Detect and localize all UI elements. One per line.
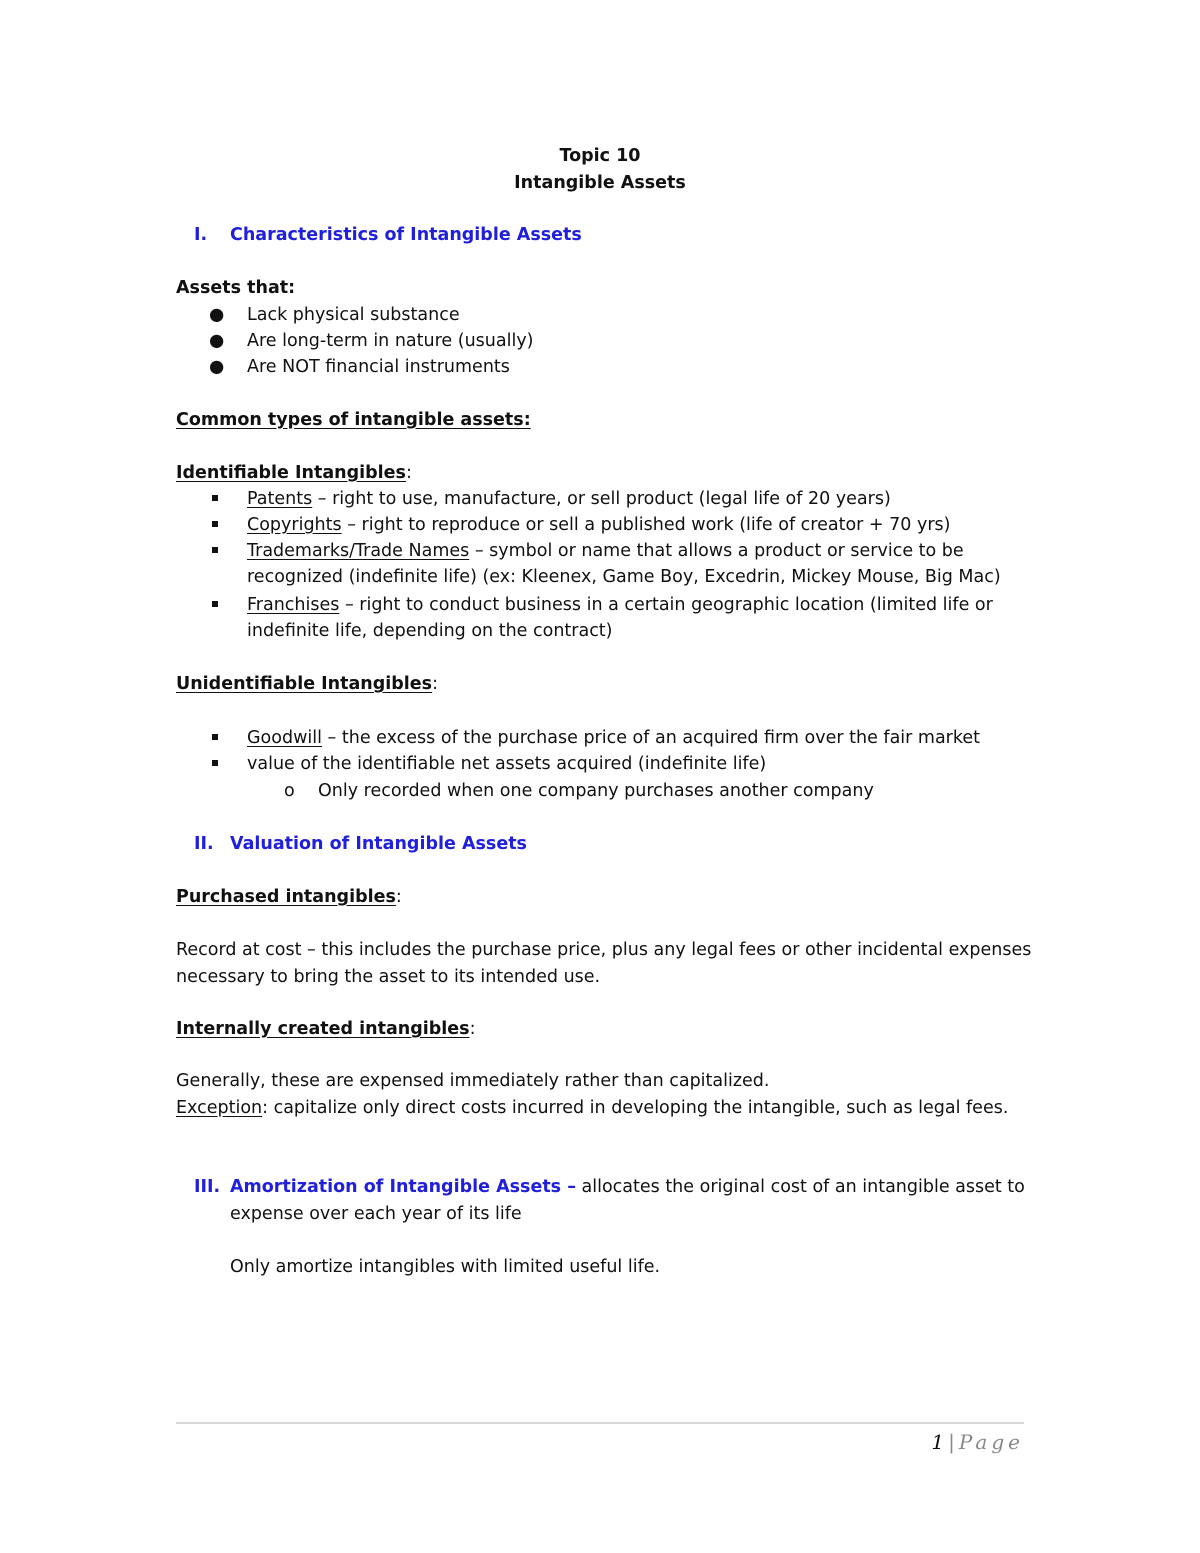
footer-separator: | xyxy=(948,1430,955,1454)
section-2-heading: Valuation of Intangible Assets xyxy=(230,834,527,854)
list-item: Patents – right to use, manufacture, or sell product (legal life of 20 years) xyxy=(247,489,891,509)
footer-divider xyxy=(176,1422,1024,1424)
unidentifiable-heading: Unidentifiable Intangibles: xyxy=(176,674,438,694)
sub-bullet-marker: o xyxy=(284,781,295,801)
page-title: Intangible Assets xyxy=(514,173,686,193)
list-item: Trademarks/Trade Names – symbol or name that allows a product or service to be xyxy=(247,541,964,561)
page-number: 1 xyxy=(931,1430,945,1454)
sub-list-item: Only recorded when one company purchases another company xyxy=(318,781,874,801)
bullet-square-icon xyxy=(212,495,218,501)
bullet-dot-icon: ● xyxy=(209,305,225,325)
topic-label: Topic 10 xyxy=(559,146,641,166)
list-item: Are long-term in nature (usually) xyxy=(247,331,534,351)
section-3-numeral: III. xyxy=(194,1177,221,1197)
assets-that-label: Assets that: xyxy=(176,278,296,298)
paragraph-line: Generally, these are expensed immediately rather than capitalized. xyxy=(176,1071,770,1091)
internal-heading: Internally created intangibles: xyxy=(176,1019,476,1039)
section-3-description: expense over each year of its life xyxy=(230,1204,522,1224)
common-types-heading: Common types of intangible assets: xyxy=(176,410,531,430)
page-footer xyxy=(931,1430,1024,1454)
section-2-numeral: II. xyxy=(194,834,214,854)
list-item: Franchises – right to conduct business in a certain geographic location (limited life or xyxy=(247,595,993,615)
purchased-heading: Purchased intangibles: xyxy=(176,887,402,907)
section-1-heading: Characteristics of Intangible Assets xyxy=(230,225,582,245)
bullet-square-icon xyxy=(212,734,218,740)
bullet-square-icon xyxy=(212,760,218,766)
list-item: value of the identifiable net assets acquired (indefinite life) xyxy=(247,754,767,774)
list-item-continuation: recognized (indefinite life) (ex: Kleenex, Game Boy, Excedrin, Mickey Mouse, Big Mac) xyxy=(247,567,1001,587)
list-item: Are NOT financial instruments xyxy=(247,357,510,377)
bullet-dot-icon: ● xyxy=(209,331,225,351)
list-item: Copyrights – right to reproduce or sell a published work (life of creator + 70 yrs) xyxy=(247,515,951,535)
paragraph-line: Record at cost – this includes the purchase price, plus any legal fees or other incidental expenses xyxy=(176,940,1032,960)
exception-line: Exception: capitalize only direct costs incurred in developing the intangible, such as legal fees. xyxy=(176,1098,1009,1118)
amortize-note: Only amortize intangibles with limited useful life. xyxy=(230,1257,661,1277)
bullet-square-icon xyxy=(212,601,218,607)
list-item: Lack physical substance xyxy=(247,305,460,325)
bullet-square-icon xyxy=(212,547,218,553)
list-item-continuation: indefinite life, depending on the contract) xyxy=(247,621,613,641)
paragraph-line: necessary to bring the asset to its intended use. xyxy=(176,967,601,987)
list-item: Goodwill – the excess of the purchase price of an acquired firm over the fair market xyxy=(247,728,981,748)
section-1-numeral: I. xyxy=(194,225,208,245)
page-label: Page xyxy=(958,1430,1024,1454)
bullet-square-icon xyxy=(212,521,218,527)
bullet-dot-icon: ● xyxy=(209,357,225,377)
section-3-heading: Amortization of Intangible Assets – allocates the original cost of an intangible asset to xyxy=(230,1177,1025,1197)
identifiable-heading: Identifiable Intangibles: xyxy=(176,463,412,483)
